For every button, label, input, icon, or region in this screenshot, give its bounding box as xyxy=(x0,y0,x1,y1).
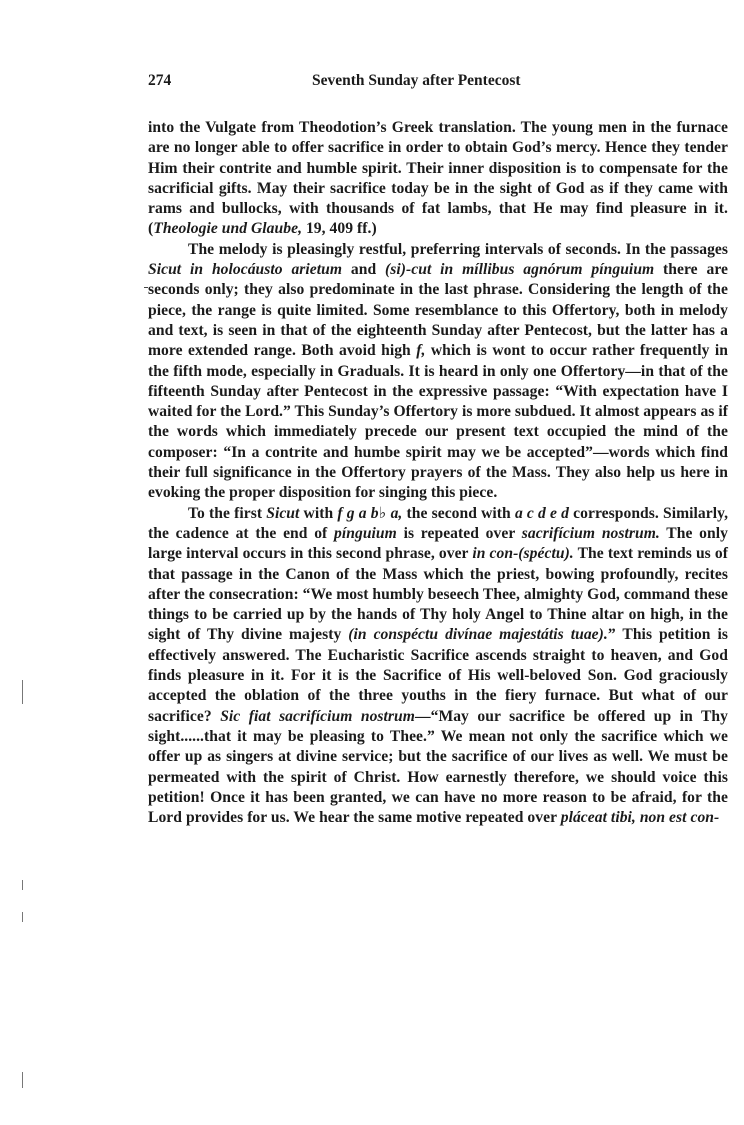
paragraph-3-text: with xyxy=(299,504,338,522)
page-number: 274 xyxy=(148,72,172,89)
paragraph-3-text: To the first xyxy=(188,504,267,522)
paragraph-3 xyxy=(148,504,728,829)
margin-mark xyxy=(22,880,23,890)
page-header xyxy=(148,72,728,94)
citation-title: Theologie und Glaube, xyxy=(153,220,303,238)
latin-phrase: sacrifícium nostrum. xyxy=(521,524,660,542)
paragraph-1-text: into the Vulgate from Theodotion’s Greek translation. The young men in the furnace are no longer able to offer sacrifice in order to obtain God’s mercy. Hence they tender Him their contrite and humble spirit. Their inner disposition is to compensate for the sacrificial gifts. May their sacrifice today be in the sight of God as if they came with rams and bullocks, with thousands of fat lambs, that He may find pleasure in it. ( xyxy=(148,119,728,238)
paragraph-3-text: —“May our sacrifice be offered up in Thy sight......that it may be pleasing to Thee.” We mean not only the sacrifice which we offer up as singers at divine service; but the sacrifice of our lives as well. We must be permeated with the spirit of Christ. How earnestly therefore, we should voice this petition! Once it has been granted, we can have no more reason to be afraid, for the Lord provides for us. We hear the same motive repeated over xyxy=(148,707,728,827)
paragraph-3-text: ” This petition is effectively answered. The Eucharistic Sacrifice ascends straight to heaven, and God finds pleasure in it. For it is the Sacrifice of His well-beloved Son. God graciously accepted the oblation of the three youths in the fiery furnace. But what of our sacrifice? xyxy=(148,626,728,725)
latin-phrase: Sicut in holocáusto arietum xyxy=(148,261,343,279)
latin-phrase: (in conspéctu divínae majestátis tuae). xyxy=(348,626,608,644)
margin-mark xyxy=(22,680,23,704)
note-sequence: a c d e d xyxy=(514,504,570,522)
margin-dash xyxy=(144,287,148,288)
running-title: Seventh Sunday after Pentecost xyxy=(312,72,521,89)
margin-mark xyxy=(22,1072,23,1088)
paragraph-2 xyxy=(148,240,728,504)
latin-word: pínguium xyxy=(334,524,397,542)
latin-phrase: in con-(spéctu). xyxy=(472,545,574,563)
body-text xyxy=(148,118,728,828)
paragraph-1 xyxy=(148,118,728,240)
paragraph-2-text: The melody is pleasingly restful, preferring intervals of seconds. In the passages xyxy=(188,240,728,258)
paragraph-3-text: the second with xyxy=(402,504,515,522)
paragraph-3-text: The text reminds us of that passage in the Canon of the Mass which the priest, bowing profoundly, recites after the consecration: “We most humbly beseech Thee, almighty God, command these things to be carried up by the hands of Thy holy Angel to Thine altar on high, in the sight of Thy divine majesty xyxy=(148,545,728,644)
latin-phrase: Sic fiat sacrifícium nostrum xyxy=(220,707,415,725)
paragraph-1-text: 19, 409 ff.) xyxy=(302,220,377,238)
note-sequence: f g a b♭ a, xyxy=(337,504,403,522)
latin-word: Sicut xyxy=(266,504,300,522)
paragraph-3-text: is repeated over xyxy=(396,524,522,542)
latin-phrase: pláceat tibi, non est con- xyxy=(560,809,720,827)
paragraph-3-text: corresponds. Similarly, the cadence at the end of xyxy=(148,504,729,542)
paragraph-2-text: there are seconds only; they also predominate in the last phrase. Considering the length of the piece, the range is quite limited. Some resemblance to this Offertory, both in melody and text, is seen in that of the eighteenth Sunday after Pentecost, but the latter has a more extended range. Both avoid high xyxy=(148,261,728,360)
paragraph-2-text: and xyxy=(342,261,386,279)
latin-phrase: (si)-cut in míllibus agnórum pínguium xyxy=(385,261,655,279)
paragraph-2-text: which is wont to occur rather frequently in the fifth mode, especially in Graduals. It is heard in only one Offertory—in that of the fifteenth Sunday after Pentecost in the expressive passage: “With expectation have I waited for the Lord.” This Sunday’s Offertory is more subdued. It almost appears as if the words which immediately precede our present text occupied the mind of the composer: “In a contrite and humbe spirit may we be accepted”—words which find their full significance in the Offertory prayers of the Mass. They also help us here in evoking the proper disposition for singing this piece. xyxy=(148,342,728,502)
note-name: f, xyxy=(416,342,426,360)
paragraph-3-text: The only large interval occurs in this second phrase, over xyxy=(148,524,728,563)
margin-mark xyxy=(22,912,23,922)
